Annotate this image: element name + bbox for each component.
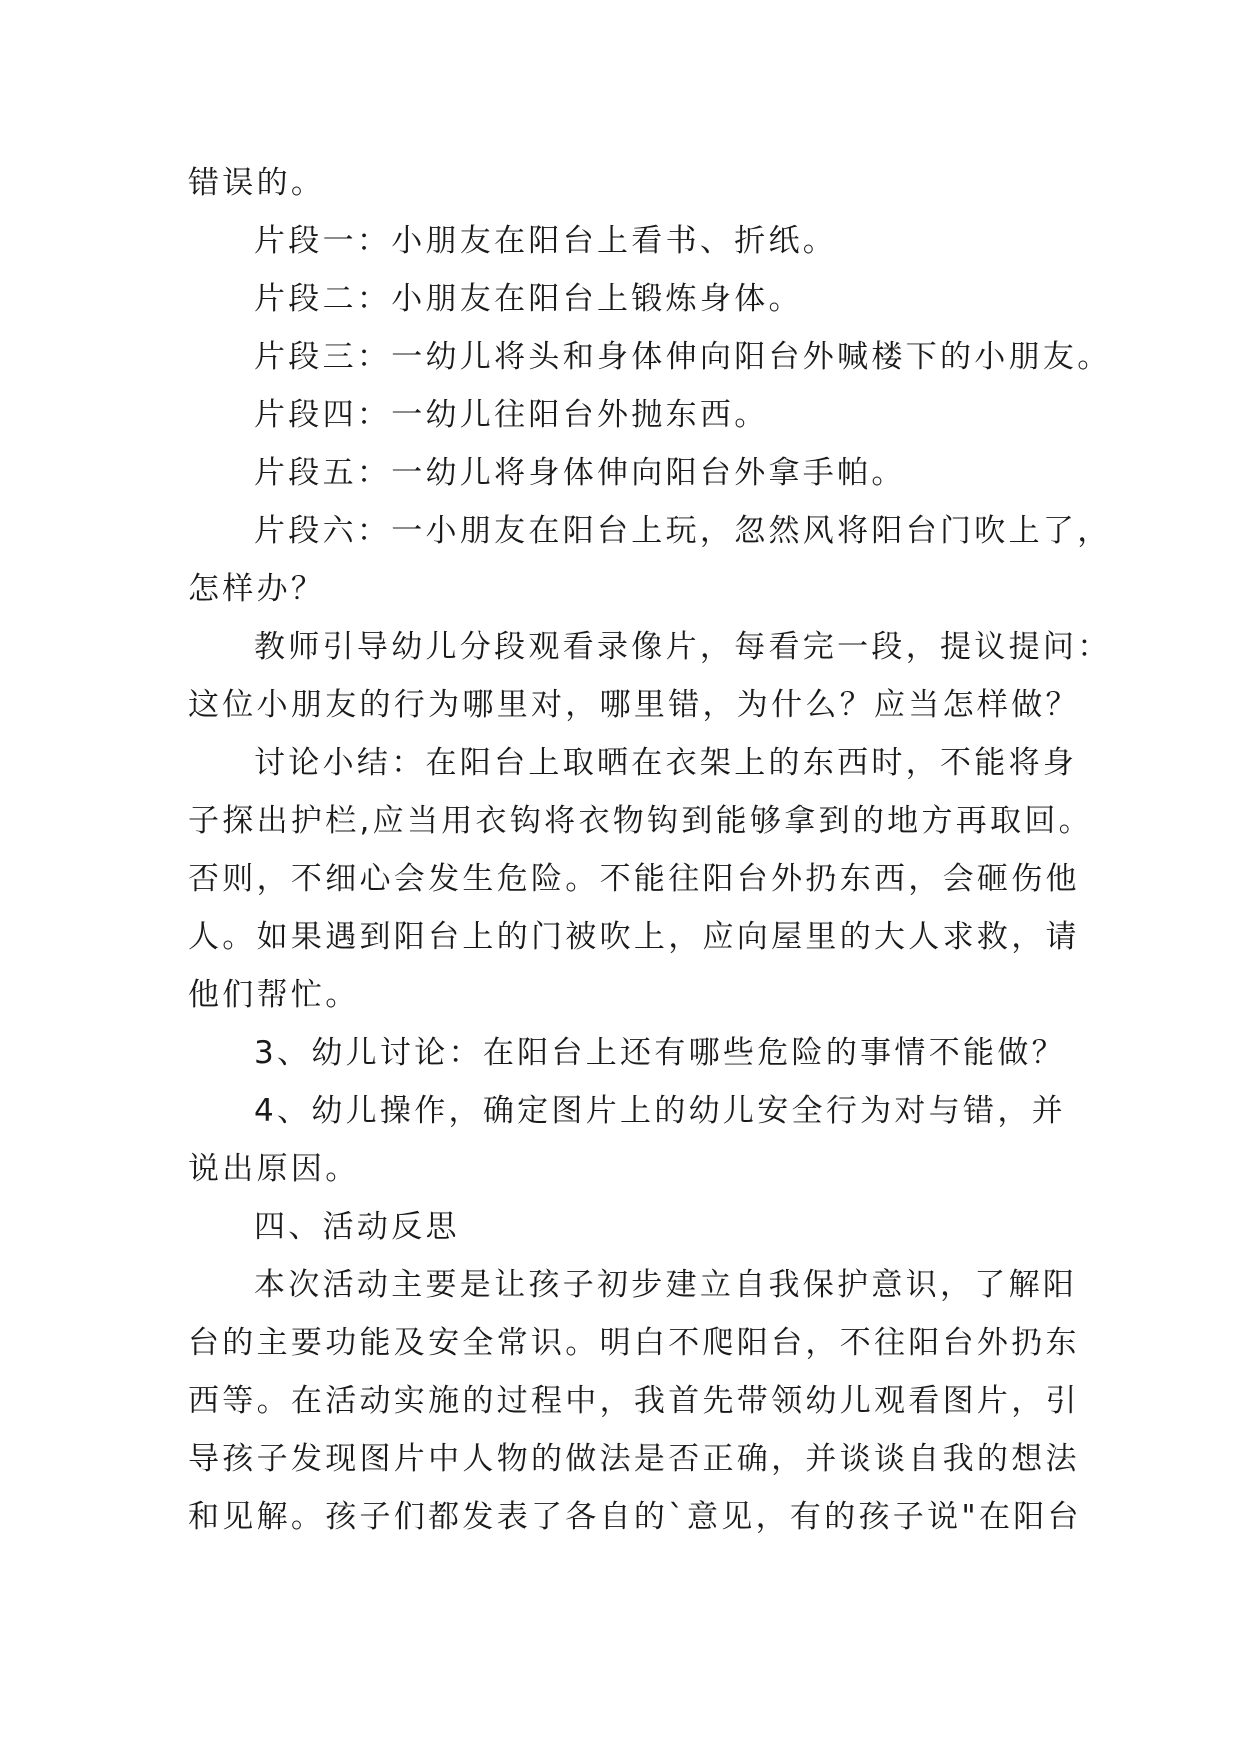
text-line: 错误的。 — [188, 165, 326, 201]
text-line: 片段四：一幼儿往阳台外抛东西。 — [254, 397, 769, 433]
text-line: 教师引导幼儿分段观看录像片，每看完一段，提议提问： — [254, 629, 1112, 665]
text-line: 3、幼儿讨论：在阳台上还有哪些危险的事情不能做？ — [254, 1035, 1066, 1071]
text-line: 西等。在活动实施的过程中，我首先带领幼儿观看图片，引 — [188, 1383, 1080, 1419]
text-line: 说出原因。 — [188, 1151, 360, 1187]
text-line: 人。如果遇到阳台上的门被吹上，应向屋里的大人求救，请 — [188, 919, 1080, 955]
text-line: 导孩子发现图片中人物的做法是否正确，并谈谈自我的想法 — [188, 1441, 1080, 1477]
text-line: 本次活动主要是让孩子初步建立自我保护意识，了解阳 — [254, 1267, 1078, 1303]
text-line: 这位小朋友的行为哪里对，哪里错，为什么？应当怎样做？ — [188, 687, 1080, 723]
text-line: 片段二：小朋友在阳台上锻炼身体。 — [254, 281, 803, 317]
text-line: 片段一：小朋友在阳台上看书、折纸。 — [254, 223, 838, 259]
text-line: 怎样办？ — [188, 571, 326, 607]
text-line: 他们帮忙。 — [188, 977, 360, 1013]
text-line: 台的主要功能及安全常识。明白不爬阳台，不往阳台外扔东 — [188, 1325, 1080, 1361]
text-line: 片段三：一幼儿将头和身体伸向阳台外喊楼下的小朋友。 — [254, 339, 1112, 375]
text-line: 讨论小结：在阳台上取晒在衣架上的东西时，不能将身 — [254, 745, 1078, 781]
text-line: 4、幼儿操作，确定图片上的幼儿安全行为对与错，并 — [254, 1093, 1066, 1129]
document-body — [188, 154, 1112, 1546]
text-line: 片段六：一小朋友在阳台上玩，忽然风将阳台门吹上了， — [254, 513, 1112, 549]
text-line: 和见解。孩子们都发表了各自的`意见，有的孩子说"在阳台 — [188, 1499, 1082, 1535]
text-line: 片段五：一幼儿将身体伸向阳台外拿手帕。 — [254, 455, 906, 491]
text-line: 四、活动反思 — [254, 1209, 460, 1245]
text-line: 否则，不细心会发生危险。不能往阳台外扔东西，会砸伤他 — [188, 861, 1080, 897]
text-line: 子探出护栏,应当用衣钩将衣物钩到能够拿到的地方再取回。 — [188, 803, 1093, 839]
